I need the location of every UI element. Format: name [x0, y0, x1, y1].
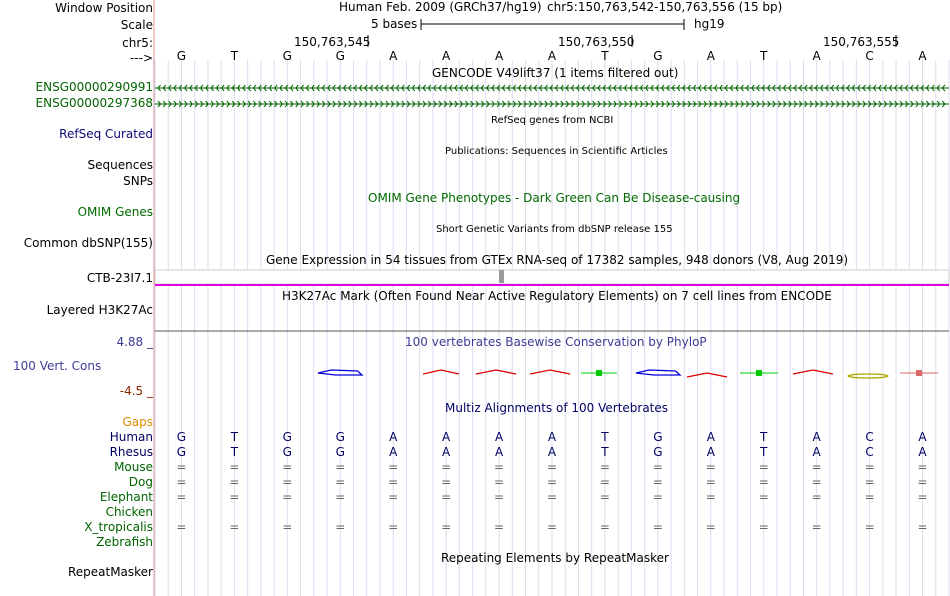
- phylop-min-label: -4.5 _: [119, 384, 153, 398]
- alignment-base: =: [864, 520, 875, 534]
- alignment-base: =: [176, 490, 187, 504]
- alignment-base: G: [335, 430, 345, 444]
- alignment-base: =: [652, 460, 663, 474]
- refseq-label[interactable]: RefSeq Curated: [59, 127, 153, 141]
- phylop-track-label[interactable]: 100 Vert. Cons: [13, 359, 102, 373]
- repeatmasker-track-title[interactable]: Repeating Elements by RepeatMasker: [441, 551, 669, 565]
- alignment-base: =: [864, 475, 875, 489]
- alignment-base: T: [230, 445, 239, 459]
- gtex-gene-label[interactable]: CTB-23I7.1: [86, 271, 153, 285]
- alignment-base: A: [442, 430, 451, 444]
- alignment-base: =: [917, 475, 928, 489]
- alignment-base: =: [599, 490, 610, 504]
- alignment-base: A: [706, 445, 715, 459]
- alignment-base: =: [229, 490, 240, 504]
- dbsnp-track-title[interactable]: Short Genetic Variants from dbSNP release 155: [436, 224, 673, 235]
- position-text: chr5:150,763,542-150,763,556 (15 bp): [547, 0, 783, 14]
- alignment-base: =: [546, 475, 558, 489]
- tick-label-1: 150,763,545: [294, 35, 371, 49]
- alignment-base: C: [865, 430, 874, 444]
- alignment-base: =: [494, 520, 505, 534]
- alignment-base: =: [494, 475, 505, 489]
- alignment-base: =: [282, 520, 293, 534]
- alignment-base: =: [388, 520, 399, 534]
- alignment-base: A: [706, 430, 715, 444]
- phylop-glyph: [687, 373, 727, 377]
- alignment-base: =: [652, 520, 663, 534]
- phylop-glyph: [848, 374, 888, 378]
- alignment-base: =: [758, 490, 769, 504]
- alignment-base: G: [282, 430, 292, 444]
- alignment-base: =: [652, 490, 663, 504]
- alignment-base: =: [282, 490, 293, 504]
- alignment-base: A: [389, 445, 398, 459]
- gene-label-1[interactable]: ENSG00000290991: [35, 80, 153, 94]
- alignment-base: =: [282, 460, 293, 474]
- alignment-base: =: [546, 520, 558, 534]
- alignment-base: =: [864, 460, 875, 474]
- tick-label-2: 150,763,550: [558, 35, 635, 49]
- species-label[interactable]: Mouse: [114, 460, 153, 474]
- species-label[interactable]: X_tropicalis: [84, 520, 153, 534]
- species-label[interactable]: Rhesus: [109, 445, 153, 459]
- phylop-glyph: [530, 370, 570, 374]
- reference-base: G: [282, 49, 292, 63]
- window-position-label: Window Position: [55, 1, 153, 15]
- alignment-base: =: [917, 520, 928, 534]
- publications-track-title[interactable]: Publications: Sequences in Scientific Articles: [445, 146, 668, 157]
- alignment-base: G: [282, 445, 292, 459]
- phylop-glyph: [596, 370, 602, 376]
- alignment-base: =: [335, 490, 346, 504]
- alignment-base: =: [441, 520, 452, 534]
- alignment-base: =: [546, 490, 558, 504]
- alignment-base: =: [441, 490, 452, 504]
- alignment-base: =: [758, 475, 769, 489]
- alignment-base: A: [494, 430, 504, 444]
- alignment-base: A: [389, 430, 398, 444]
- sequences-label[interactable]: Sequences: [87, 158, 153, 172]
- species-label[interactable]: Human: [109, 430, 153, 444]
- alignment-base: =: [388, 475, 399, 489]
- gtex-bar: [499, 270, 504, 283]
- alignment-base: =: [705, 520, 716, 534]
- alignment-base: G: [653, 430, 663, 444]
- alignment-base: G: [176, 445, 187, 459]
- reference-base: A: [812, 49, 821, 63]
- alignment-base: =: [811, 490, 822, 504]
- species-label[interactable]: Chicken: [105, 505, 153, 519]
- alignment-base: =: [282, 475, 293, 489]
- repeatmasker-label[interactable]: RepeatMasker: [67, 565, 153, 579]
- reference-base: A: [547, 49, 557, 63]
- reference-base: T: [230, 49, 239, 63]
- phylop-glyph: [793, 370, 833, 374]
- gencode-track-title[interactable]: GENCODE V49lift37 (1 items filtered out): [432, 66, 679, 80]
- reference-base: G: [335, 49, 345, 63]
- alignment-base: G: [653, 445, 663, 459]
- alignment-base: =: [335, 520, 346, 534]
- alignment-base: A: [918, 430, 927, 444]
- alignment-base: A: [547, 430, 557, 444]
- species-label[interactable]: Zebrafish: [96, 535, 153, 549]
- alignment-base: T: [601, 445, 609, 459]
- alignment-base: =: [229, 475, 240, 489]
- alignment-base: =: [335, 475, 346, 489]
- dbsnp-label[interactable]: Common dbSNP(155): [23, 236, 153, 250]
- alignment-base: =: [229, 460, 240, 474]
- phylop-glyph: [756, 370, 762, 376]
- phylop-track-title[interactable]: 100 vertebrates Basewise Conservation by PhyloP: [405, 335, 707, 349]
- alignment-base: G: [335, 445, 345, 459]
- alignment-base: =: [758, 520, 769, 534]
- alignment-base: =: [705, 490, 716, 504]
- alignment-base: =: [546, 460, 558, 474]
- alignment-base: A: [442, 445, 451, 459]
- reference-base: G: [653, 49, 663, 63]
- h3k27ac-track-title[interactable]: H3K27Ac Mark (Often Found Near Active Regulatory Elements) on 7 cell lines from ENCODE: [282, 289, 832, 303]
- alignment-base: A: [547, 445, 557, 459]
- alignment-base: =: [864, 490, 875, 504]
- reference-base: A: [442, 49, 451, 63]
- reference-base: C: [865, 49, 874, 63]
- omim-track-title[interactable]: OMIM Gene Phenotypes - Dark Green Can Be Disease-causing: [368, 191, 741, 205]
- alignment-base: =: [388, 460, 399, 474]
- alignment-base: T: [230, 430, 239, 444]
- alignment-base: =: [441, 460, 452, 474]
- reference-base: G: [176, 49, 187, 63]
- alignment-base: =: [599, 475, 610, 489]
- alignment-base: =: [705, 460, 716, 474]
- alignment-base: A: [812, 430, 821, 444]
- gtex-track-title[interactable]: Gene Expression in 54 tissues from GTEx RNA-seq of 17382 samples, 948 donors (V8, Aug 2019): [266, 253, 849, 267]
- strand-label: --->: [129, 51, 153, 65]
- alignment-base: =: [441, 475, 452, 489]
- tick-label-3: 150,763,555: [823, 35, 900, 49]
- alignment-base: A: [812, 445, 821, 459]
- chr-label: chr5:: [122, 36, 153, 50]
- alignment-base: T: [760, 445, 768, 459]
- phylop-glyph: [476, 370, 516, 374]
- reference-base: A: [918, 49, 927, 63]
- phylop-glyph: [916, 370, 922, 376]
- scale-text: 5 bases: [371, 17, 418, 31]
- alignment-base: =: [229, 520, 240, 534]
- reference-base: A: [389, 49, 398, 63]
- alignment-base: A: [918, 445, 927, 459]
- alignment-base: =: [494, 460, 505, 474]
- gene-label-2[interactable]: ENSG00000297368: [35, 96, 153, 110]
- reference-base: T: [601, 49, 609, 63]
- reference-base: A: [494, 49, 504, 63]
- alignment-base: =: [176, 520, 187, 534]
- reference-base: T: [760, 49, 768, 63]
- alignment-base: =: [917, 460, 928, 474]
- alignment-base: A: [494, 445, 504, 459]
- refseq-track-title[interactable]: RefSeq genes from NCBI: [491, 115, 614, 126]
- phylop-max-label: 4.88 _: [116, 335, 153, 349]
- h3k27ac-label[interactable]: Layered H3K27Ac: [46, 303, 153, 317]
- alignment-base: =: [758, 460, 769, 474]
- alignment-base: =: [176, 460, 187, 474]
- alignment-base: =: [705, 475, 716, 489]
- db-text: hg19: [694, 17, 725, 31]
- alignment-base: =: [335, 460, 346, 474]
- alignment-base: T: [601, 430, 609, 444]
- assembly-text: Human Feb. 2009 (GRCh37/hg19): [339, 0, 542, 14]
- reference-base: A: [706, 49, 715, 63]
- scale-label: Scale: [120, 18, 153, 32]
- alignment-base: =: [917, 490, 928, 504]
- alignment-base: =: [494, 490, 505, 504]
- alignment-base: T: [760, 430, 768, 444]
- alignment-base: C: [865, 445, 874, 459]
- alignment-base: =: [388, 490, 399, 504]
- snps-label[interactable]: SNPs: [123, 174, 153, 188]
- gtex-bar-area: [155, 270, 949, 284]
- alignment-base: =: [811, 460, 822, 474]
- multiz-track-title[interactable]: Multiz Alignments of 100 Vertebrates: [445, 401, 669, 415]
- alignment-base: =: [811, 520, 822, 534]
- alignment-base: =: [652, 475, 663, 489]
- phylop-glyph: [423, 370, 459, 374]
- species-label[interactable]: Dog: [128, 475, 153, 489]
- alignment-base: =: [176, 475, 187, 489]
- alignment-base: =: [811, 475, 822, 489]
- alignment-base: =: [599, 460, 610, 474]
- alignment-base: G: [176, 430, 187, 444]
- species-label[interactable]: Elephant: [99, 490, 153, 504]
- omim-label[interactable]: OMIM Genes: [77, 205, 153, 219]
- gaps-label[interactable]: Gaps: [122, 415, 153, 429]
- alignment-base: =: [599, 520, 610, 534]
